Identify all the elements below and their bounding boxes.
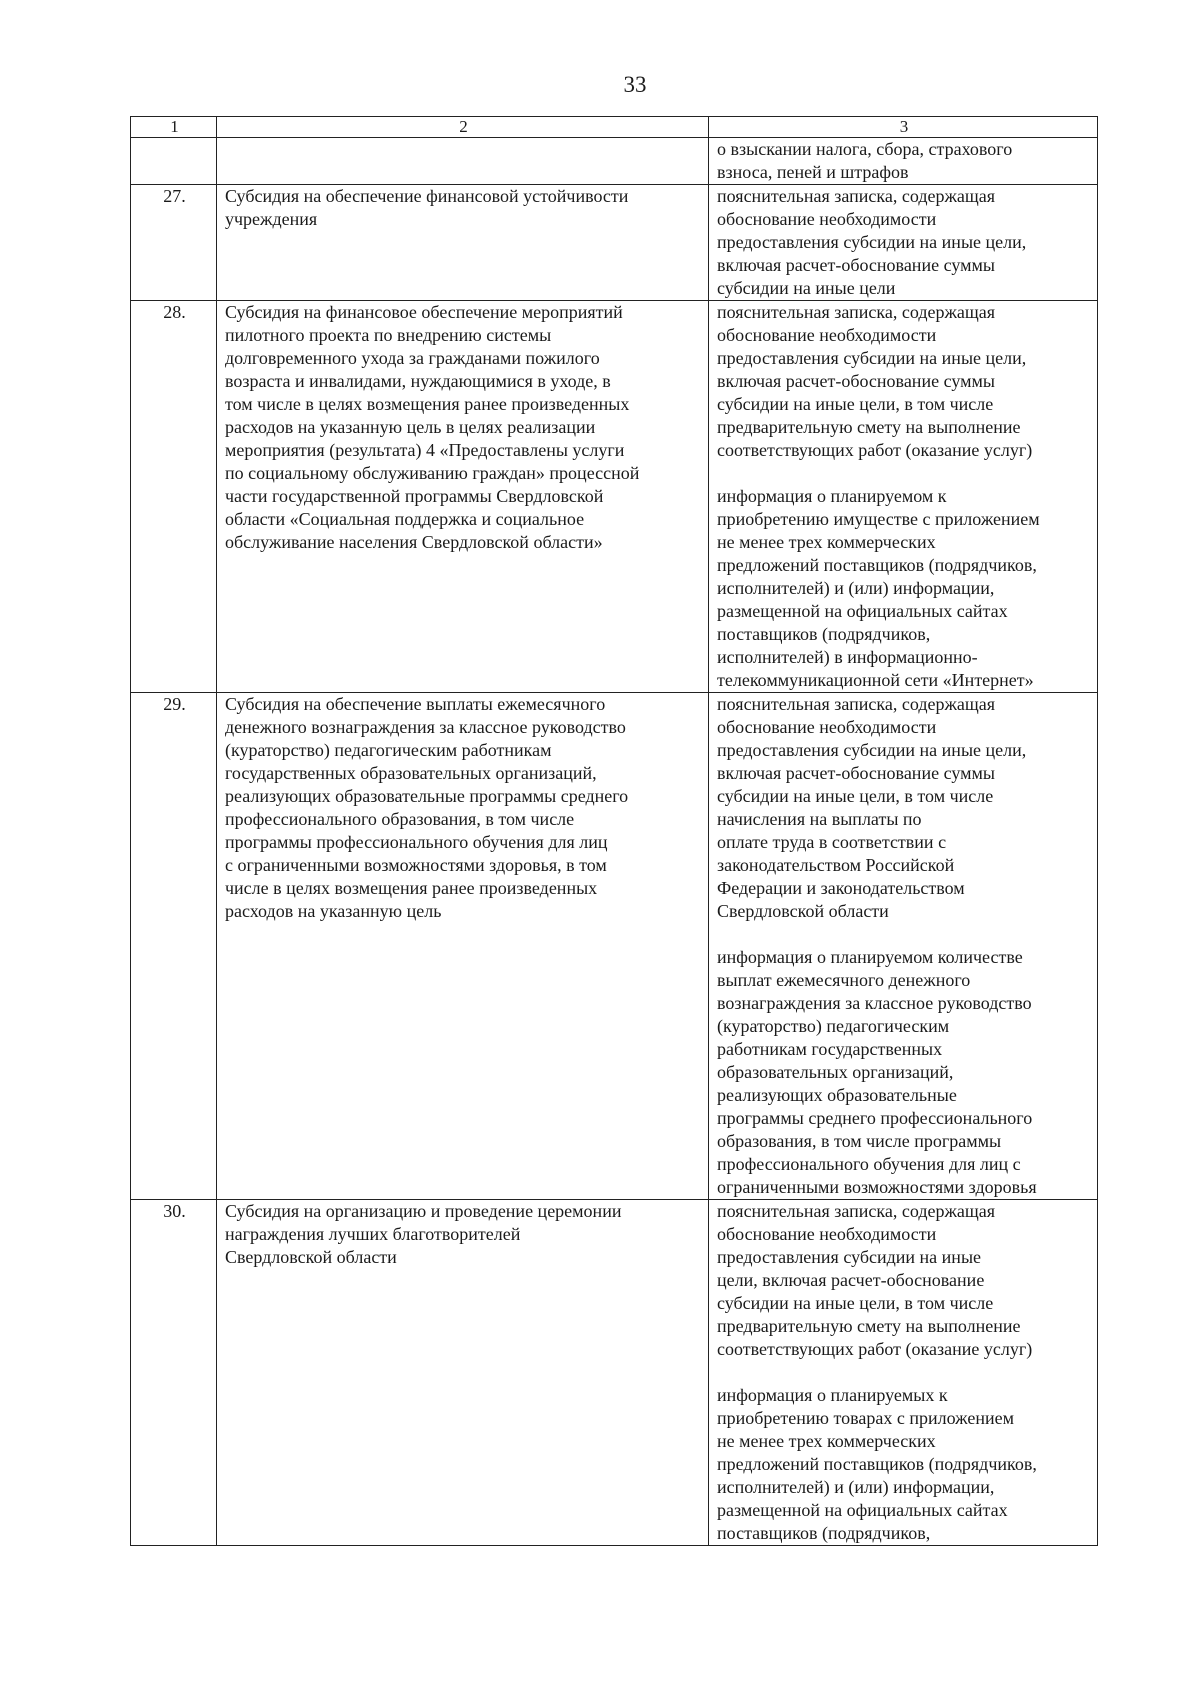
row-number bbox=[131, 138, 217, 185]
row-number: 28. bbox=[131, 301, 217, 693]
row-number: 30. bbox=[131, 1200, 217, 1546]
column-header-description: 2 bbox=[217, 117, 709, 138]
document-paragraph: пояснительная записка, содержащая обоснование необходимости предоставления субсидии на иные цели, включая расчет-обоснование суммы субсидии на иные цели, в том числе предварительную смету на выполнение соответствующих работ (оказание услуг) bbox=[717, 302, 1033, 460]
document-paragraph: пояснительная записка, содержащая обоснование необходимости предоставления субсидии на иные цели, включая расчет-обоснование суммы субсидии на иные цели, в том числе начисления на выплаты по оплате труда в соответствии с законодательством Российской Федерации и законодательством Свердловской области bbox=[717, 694, 1027, 921]
document-paragraph: пояснительная записка, содержащая обоснование необходимости предоставления субсидии на иные цели, включая расчет-обоснование субсидии на иные цели, в том числе предварительную смету на выполнение соответствующих работ (оказание услуг) bbox=[717, 1201, 1033, 1359]
subsidy-description: Субсидия на организацию и проведение церемонии награждения лучших благотворителей Свердловской области bbox=[217, 1200, 709, 1546]
subsidy-description: Субсидия на обеспечение финансовой устойчивости учреждения bbox=[217, 185, 709, 301]
table-row bbox=[131, 693, 1098, 1200]
required-documents bbox=[709, 185, 1098, 301]
table-row bbox=[131, 301, 1098, 693]
document-paragraph: пояснительная записка, содержащая обоснование необходимости предоставления субсидии на иные цели, включая расчет-обоснование суммы субсидии на иные цели bbox=[717, 186, 1027, 298]
paragraph-gap bbox=[717, 1361, 1091, 1384]
subsidy-documents-table bbox=[130, 116, 1098, 1546]
table-row bbox=[131, 1200, 1098, 1546]
document-paragraph: о взыскании налога, сбора, страхового взноса, пеней и штрафов bbox=[717, 139, 1013, 182]
table-header-row bbox=[131, 117, 1098, 138]
subsidy-description bbox=[217, 138, 709, 185]
required-documents bbox=[709, 138, 1098, 185]
row-number: 29. bbox=[131, 693, 217, 1200]
required-documents bbox=[709, 1200, 1098, 1546]
required-documents bbox=[709, 693, 1098, 1200]
paragraph-gap bbox=[717, 923, 1091, 946]
document-paragraph: информация о планируемом к приобретению имуществе с приложением не менее трех коммерческих предложений поставщиков (подрядчиков, исполнителей) и (или) информации, размещенной на официальных сайтах поставщиков (подрядчиков, исполнителей) в информационно- телекоммуникационной сети «Интернет» bbox=[717, 486, 1040, 690]
paragraph-gap bbox=[717, 462, 1091, 485]
row-number: 27. bbox=[131, 185, 217, 301]
column-header-number: 1 bbox=[131, 117, 217, 138]
page-number: 33 bbox=[623, 72, 647, 97]
subsidy-description: Субсидия на обеспечение выплаты ежемесячного денежного вознаграждения за классное руководство (кураторство) педагогическим работникам государственных образовательных организаций, реализующих образовательные программы среднего профессионального образования, в том числе программы профессионального обучения для лиц с ограниченными возможностями здоровья, в том числе в целях возмещения ранее произведенных расходов на указанную цель bbox=[217, 693, 709, 1200]
subsidy-description: Субсидия на финансовое обеспечение мероприятий пилотного проекта по внедрению системы долговременного ухода за гражданами пожилого возраста и инвалидами, нуждающимися в уходе, в том числе в целях возмещения ранее произведенных расходов на указанную цель в целях реализации мероприятия (результата) 4 «Предоставлены услуги по социальному обслуживанию граждан» процессной части государственной программы Свердловской области «Социальная поддержка и социальное обслуживание населения Свердловской области» bbox=[217, 301, 709, 693]
table-body bbox=[131, 117, 1098, 1546]
table-row bbox=[131, 185, 1098, 301]
table-row bbox=[131, 138, 1098, 185]
document-paragraph: информация о планируемом количестве выплат ежемесячного денежного вознаграждения за классное руководство (кураторство) педагогическим работникам государственных образовательных организаций, реализующих образовательные программы среднего профессионального образования, в том числе программы профессионального обучения для лиц с ограниченными возможностями здоровья bbox=[717, 947, 1037, 1197]
column-header-documents: 3 bbox=[709, 117, 1098, 138]
document-paragraph: информация о планируемых к приобретению товарах с приложением не менее трех коммерческих предложений поставщиков (подрядчиков, исполнителей) и (или) информации, размещенной на официальных сайтах поставщиков (подрядчиков, bbox=[717, 1385, 1037, 1543]
required-documents bbox=[709, 301, 1098, 693]
